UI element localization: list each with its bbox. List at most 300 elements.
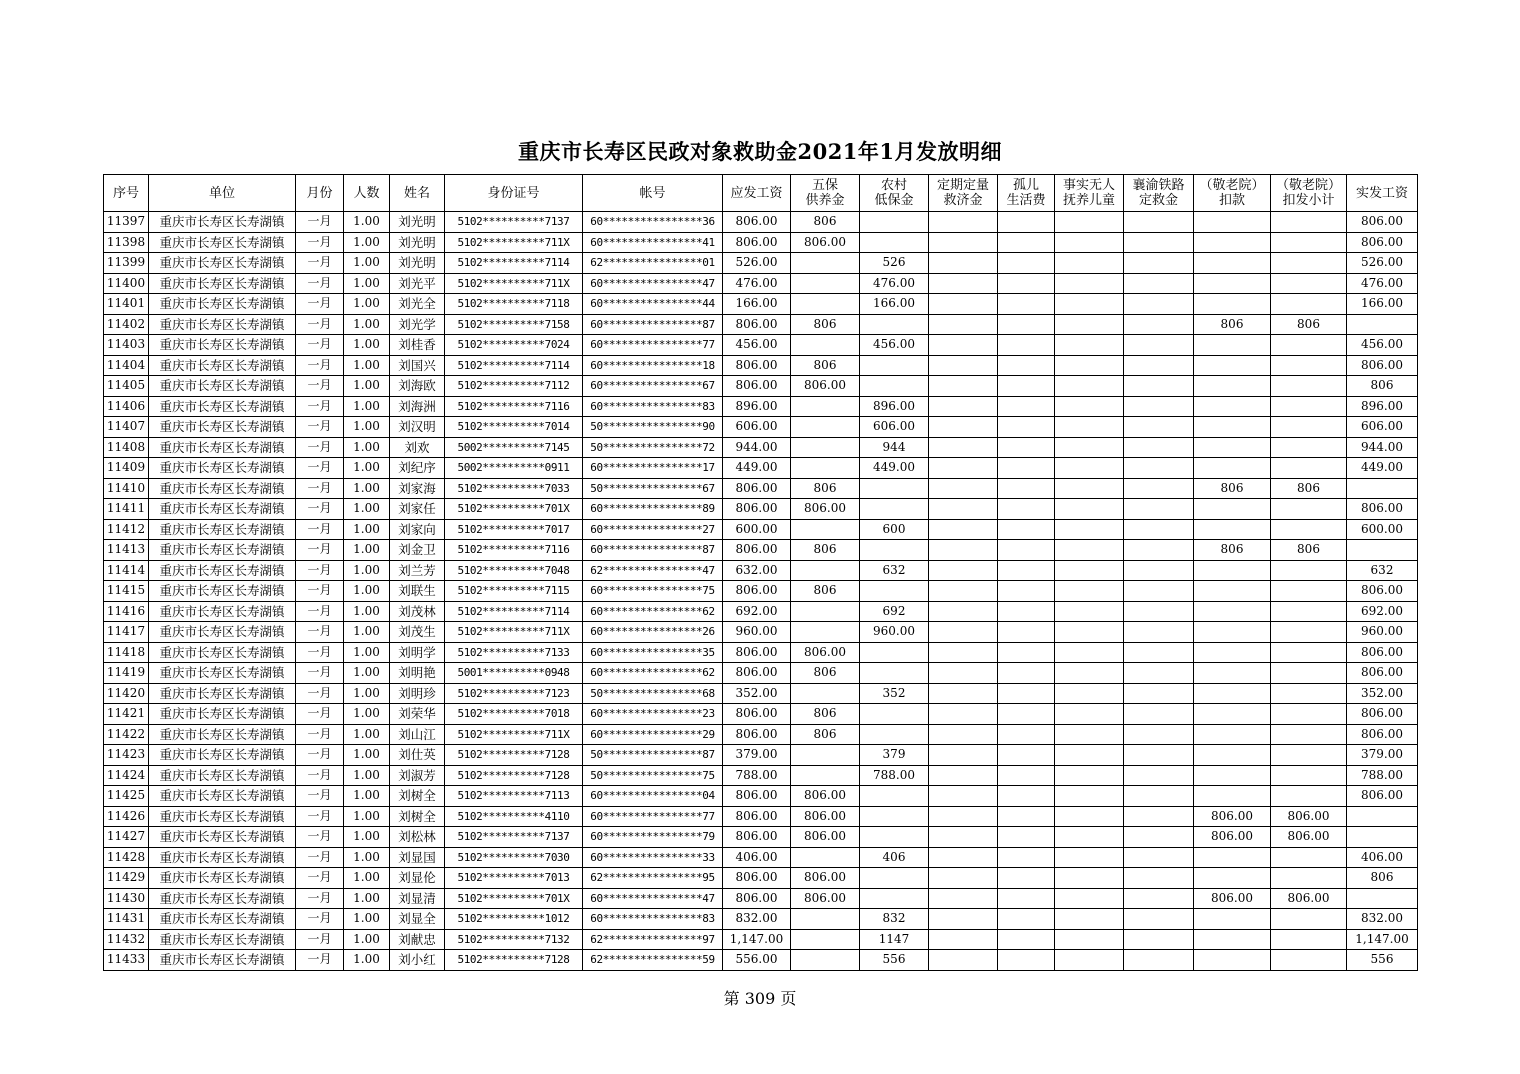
wubao-support-cell	[791, 396, 860, 417]
fixed-relief-cell	[929, 396, 998, 417]
header-wubao-support	[791, 175, 860, 212]
header-line: 序号	[112, 185, 139, 201]
unit-cell: 重庆市长寿区长寿湖镇	[149, 909, 296, 930]
unit-cell: 重庆市长寿区长寿湖镇	[149, 765, 296, 786]
payable-cell: 806.00	[723, 704, 791, 725]
count-cell: 1.00	[344, 335, 390, 356]
actual-pay-cell: 806	[1347, 868, 1418, 889]
count-cell: 1.00	[344, 294, 390, 315]
fixed-relief-cell	[929, 704, 998, 725]
rural-dibao-cell	[860, 314, 929, 335]
orphan-living-cell	[998, 499, 1055, 520]
account-cell: 60****************89	[583, 499, 723, 520]
name-cell: 刘显伦	[390, 868, 445, 889]
nursing-home-withheld-cell	[1271, 396, 1347, 417]
wubao-support-cell	[791, 622, 860, 643]
account-cell: 60****************62	[583, 601, 723, 622]
nursing-home-deduction-cell	[1194, 581, 1271, 602]
de-facto-orphan-cell	[1055, 478, 1124, 499]
de-facto-orphan-cell	[1055, 273, 1124, 294]
nursing-home-deduction-cell	[1194, 376, 1271, 397]
rural-dibao-cell: 788.00	[860, 765, 929, 786]
nursing-home-deduction-cell: 806	[1194, 478, 1271, 499]
payable-cell: 692.00	[723, 601, 791, 622]
unit-cell: 重庆市长寿区长寿湖镇	[149, 499, 296, 520]
count-cell: 1.00	[344, 929, 390, 950]
month-cell: 一月	[296, 847, 344, 868]
account-cell: 62****************59	[583, 950, 723, 971]
payable-cell: 1,147.00	[723, 929, 791, 950]
nursing-home-withheld-cell	[1271, 581, 1347, 602]
month-cell: 一月	[296, 232, 344, 253]
name-cell: 刘光平	[390, 273, 445, 294]
table-row	[104, 253, 1418, 274]
actual-pay-cell: 806.00	[1347, 642, 1418, 663]
de-facto-orphan-cell	[1055, 868, 1124, 889]
unit-cell: 重庆市长寿区长寿湖镇	[149, 724, 296, 745]
month-cell: 一月	[296, 437, 344, 458]
serial-cell: 11398	[104, 232, 149, 253]
fixed-relief-cell	[929, 355, 998, 376]
de-facto-orphan-cell	[1055, 540, 1124, 561]
rural-dibao-cell: 166.00	[860, 294, 929, 315]
account-cell: 60****************77	[583, 806, 723, 827]
fixed-relief-cell	[929, 622, 998, 643]
month-cell: 一月	[296, 335, 344, 356]
xiangyu-railway-cell	[1124, 827, 1194, 848]
actual-pay-cell: 896.00	[1347, 396, 1418, 417]
de-facto-orphan-cell	[1055, 560, 1124, 581]
xiangyu-railway-cell	[1124, 888, 1194, 909]
orphan-living-cell	[998, 929, 1055, 950]
count-cell: 1.00	[344, 437, 390, 458]
payable-cell: 960.00	[723, 622, 791, 643]
wubao-support-cell	[791, 847, 860, 868]
id-number-cell: 5102**********711X	[445, 232, 583, 253]
payable-cell: 806.00	[723, 540, 791, 561]
fixed-relief-cell	[929, 806, 998, 827]
xiangyu-railway-cell	[1124, 212, 1194, 233]
month-cell: 一月	[296, 519, 344, 540]
nursing-home-withheld-cell	[1271, 437, 1347, 458]
nursing-home-withheld-cell	[1271, 294, 1347, 315]
rural-dibao-cell	[860, 355, 929, 376]
orphan-living-cell	[998, 806, 1055, 827]
count-cell: 1.00	[344, 232, 390, 253]
unit-cell: 重庆市长寿区长寿湖镇	[149, 376, 296, 397]
month-cell: 一月	[296, 642, 344, 663]
serial-cell: 11401	[104, 294, 149, 315]
rural-dibao-cell	[860, 376, 929, 397]
serial-cell: 11408	[104, 437, 149, 458]
de-facto-orphan-cell	[1055, 622, 1124, 643]
payable-cell: 806.00	[723, 581, 791, 602]
month-cell: 一月	[296, 560, 344, 581]
nursing-home-deduction-cell	[1194, 396, 1271, 417]
de-facto-orphan-cell	[1055, 724, 1124, 745]
name-cell: 刘兰芳	[390, 560, 445, 581]
serial-cell: 11409	[104, 458, 149, 479]
nursing-home-deduction-cell	[1194, 909, 1271, 930]
name-cell: 刘家海	[390, 478, 445, 499]
fixed-relief-cell	[929, 683, 998, 704]
rural-dibao-cell	[860, 786, 929, 807]
wubao-support-cell: 806.00	[791, 888, 860, 909]
name-cell: 刘树全	[390, 806, 445, 827]
month-cell: 一月	[296, 745, 344, 766]
orphan-living-cell	[998, 704, 1055, 725]
nursing-home-deduction-cell: 806.00	[1194, 827, 1271, 848]
nursing-home-deduction-cell	[1194, 929, 1271, 950]
nursing-home-deduction-cell	[1194, 519, 1271, 540]
unit-cell: 重庆市长寿区长寿湖镇	[149, 294, 296, 315]
name-cell: 刘仕英	[390, 745, 445, 766]
fixed-relief-cell	[929, 909, 998, 930]
nursing-home-deduction-cell	[1194, 417, 1271, 438]
payable-cell: 806.00	[723, 888, 791, 909]
unit-cell: 重庆市长寿区长寿湖镇	[149, 540, 296, 561]
count-cell: 1.00	[344, 540, 390, 561]
month-cell: 一月	[296, 294, 344, 315]
orphan-living-cell	[998, 294, 1055, 315]
id-number-cell: 5102**********7114	[445, 253, 583, 274]
table-row	[104, 765, 1418, 786]
rural-dibao-cell: 406	[860, 847, 929, 868]
rural-dibao-cell: 632	[860, 560, 929, 581]
header-rural-dibao	[860, 175, 929, 212]
table-row	[104, 847, 1418, 868]
rural-dibao-cell: 960.00	[860, 622, 929, 643]
fixed-relief-cell	[929, 868, 998, 889]
id-number-cell: 5102**********711X	[445, 622, 583, 643]
nursing-home-withheld-cell	[1271, 417, 1347, 438]
serial-cell: 11427	[104, 827, 149, 848]
name-cell: 刘金卫	[390, 540, 445, 561]
payable-cell: 600.00	[723, 519, 791, 540]
account-cell: 50****************72	[583, 437, 723, 458]
id-number-cell: 5001**********0948	[445, 663, 583, 684]
account-cell: 50****************68	[583, 683, 723, 704]
de-facto-orphan-cell	[1055, 294, 1124, 315]
xiangyu-railway-cell	[1124, 519, 1194, 540]
account-cell: 60****************26	[583, 622, 723, 643]
header-line: 孤儿	[1012, 178, 1039, 193]
name-cell: 刘家向	[390, 519, 445, 540]
de-facto-orphan-cell	[1055, 458, 1124, 479]
name-cell: 刘海欧	[390, 376, 445, 397]
actual-pay-cell: 449.00	[1347, 458, 1418, 479]
de-facto-orphan-cell	[1055, 704, 1124, 725]
nursing-home-withheld-cell	[1271, 519, 1347, 540]
account-cell: 60****************75	[583, 581, 723, 602]
header-line: 姓名	[403, 185, 430, 201]
serial-cell: 11431	[104, 909, 149, 930]
month-cell: 一月	[296, 581, 344, 602]
wubao-support-cell: 806	[791, 355, 860, 376]
nursing-home-withheld-cell	[1271, 868, 1347, 889]
xiangyu-railway-cell	[1124, 581, 1194, 602]
fixed-relief-cell	[929, 745, 998, 766]
id-number-cell: 5102**********4110	[445, 806, 583, 827]
wubao-support-cell	[791, 335, 860, 356]
unit-cell: 重庆市长寿区长寿湖镇	[149, 253, 296, 274]
de-facto-orphan-cell	[1055, 642, 1124, 663]
header-line: 实发工资	[1355, 185, 1408, 201]
table-row	[104, 888, 1418, 909]
count-cell: 1.00	[344, 417, 390, 438]
fixed-relief-cell	[929, 786, 998, 807]
header-fixed-relief	[929, 175, 998, 212]
orphan-living-cell	[998, 458, 1055, 479]
month-cell: 一月	[296, 663, 344, 684]
count-cell: 1.00	[344, 253, 390, 274]
serial-cell: 11405	[104, 376, 149, 397]
payable-cell: 806.00	[723, 786, 791, 807]
account-cell: 60****************87	[583, 540, 723, 561]
unit-cell: 重庆市长寿区长寿湖镇	[149, 232, 296, 253]
nursing-home-withheld-cell	[1271, 950, 1347, 971]
orphan-living-cell	[998, 437, 1055, 458]
rural-dibao-cell	[860, 642, 929, 663]
table-row	[104, 786, 1418, 807]
month-cell: 一月	[296, 622, 344, 643]
header-line: 扣款	[1218, 193, 1245, 208]
serial-cell: 11421	[104, 704, 149, 725]
orphan-living-cell	[998, 232, 1055, 253]
xiangyu-railway-cell	[1124, 273, 1194, 294]
actual-pay-cell: 806	[1347, 376, 1418, 397]
xiangyu-railway-cell	[1124, 786, 1194, 807]
payable-cell: 476.00	[723, 273, 791, 294]
table-row	[104, 417, 1418, 438]
wubao-support-cell	[791, 294, 860, 315]
unit-cell: 重庆市长寿区长寿湖镇	[149, 806, 296, 827]
count-cell: 1.00	[344, 888, 390, 909]
nursing-home-deduction-cell	[1194, 232, 1271, 253]
xiangyu-railway-cell	[1124, 724, 1194, 745]
account-cell: 60****************77	[583, 335, 723, 356]
count-cell: 1.00	[344, 499, 390, 520]
fixed-relief-cell	[929, 212, 998, 233]
account-cell: 62****************01	[583, 253, 723, 274]
id-number-cell: 5102**********7128	[445, 745, 583, 766]
name-cell: 刘松林	[390, 827, 445, 848]
unit-cell: 重庆市长寿区长寿湖镇	[149, 683, 296, 704]
header-line: 应发工资	[730, 185, 783, 201]
header-orphan-living	[998, 175, 1055, 212]
fixed-relief-cell	[929, 519, 998, 540]
table-row	[104, 929, 1418, 950]
payable-cell: 806.00	[723, 355, 791, 376]
de-facto-orphan-cell	[1055, 929, 1124, 950]
actual-pay-cell	[1347, 888, 1418, 909]
table-row	[104, 232, 1418, 253]
xiangyu-railway-cell	[1124, 745, 1194, 766]
payable-cell: 806.00	[723, 499, 791, 520]
payable-cell: 806.00	[723, 478, 791, 499]
id-number-cell: 5102**********7048	[445, 560, 583, 581]
de-facto-orphan-cell	[1055, 765, 1124, 786]
nursing-home-withheld-cell	[1271, 273, 1347, 294]
header-actual-pay	[1347, 175, 1418, 212]
serial-cell: 11428	[104, 847, 149, 868]
orphan-living-cell	[998, 560, 1055, 581]
nursing-home-withheld-cell	[1271, 745, 1347, 766]
count-cell: 1.00	[344, 519, 390, 540]
month-cell: 一月	[296, 478, 344, 499]
header-payable	[723, 175, 791, 212]
orphan-living-cell	[998, 622, 1055, 643]
actual-pay-cell: 806.00	[1347, 704, 1418, 725]
serial-cell: 11423	[104, 745, 149, 766]
header-month	[296, 175, 344, 212]
payable-cell: 806.00	[723, 212, 791, 233]
rural-dibao-cell: 600	[860, 519, 929, 540]
unit-cell: 重庆市长寿区长寿湖镇	[149, 868, 296, 889]
nursing-home-withheld-cell	[1271, 499, 1347, 520]
id-number-cell: 5102**********7018	[445, 704, 583, 725]
count-cell: 1.00	[344, 786, 390, 807]
wubao-support-cell	[791, 683, 860, 704]
wubao-support-cell	[791, 519, 860, 540]
account-cell: 60****************83	[583, 396, 723, 417]
id-number-cell: 5102**********7115	[445, 581, 583, 602]
month-cell: 一月	[296, 683, 344, 704]
payable-cell: 806.00	[723, 868, 791, 889]
serial-cell: 11433	[104, 950, 149, 971]
id-number-cell: 5102**********7116	[445, 396, 583, 417]
table-row	[104, 683, 1418, 704]
header-name	[390, 175, 445, 212]
wubao-support-cell	[791, 560, 860, 581]
wubao-support-cell: 806	[791, 581, 860, 602]
wubao-support-cell: 806	[791, 540, 860, 561]
actual-pay-cell	[1347, 540, 1418, 561]
wubao-support-cell	[791, 273, 860, 294]
name-cell: 刘光全	[390, 294, 445, 315]
serial-cell: 11402	[104, 314, 149, 335]
wubao-support-cell: 806.00	[791, 786, 860, 807]
fixed-relief-cell	[929, 601, 998, 622]
actual-pay-cell: 806.00	[1347, 724, 1418, 745]
actual-pay-cell: 806.00	[1347, 499, 1418, 520]
table-row	[104, 212, 1418, 233]
table-row	[104, 909, 1418, 930]
account-cell: 60****************79	[583, 827, 723, 848]
count-cell: 1.00	[344, 478, 390, 499]
payable-cell: 166.00	[723, 294, 791, 315]
rural-dibao-cell	[860, 581, 929, 602]
payable-cell: 526.00	[723, 253, 791, 274]
orphan-living-cell	[998, 888, 1055, 909]
account-cell: 60****************62	[583, 663, 723, 684]
count-cell: 1.00	[344, 724, 390, 745]
actual-pay-cell: 806.00	[1347, 355, 1418, 376]
header-line: 事实无人	[1062, 178, 1115, 193]
wubao-support-cell	[791, 929, 860, 950]
fixed-relief-cell	[929, 765, 998, 786]
id-number-cell: 5102**********7123	[445, 683, 583, 704]
count-cell: 1.00	[344, 868, 390, 889]
serial-cell: 11400	[104, 273, 149, 294]
month-cell: 一月	[296, 212, 344, 233]
nursing-home-withheld-cell	[1271, 458, 1347, 479]
serial-cell: 11426	[104, 806, 149, 827]
table-row	[104, 273, 1418, 294]
account-cell: 60****************41	[583, 232, 723, 253]
count-cell: 1.00	[344, 683, 390, 704]
orphan-living-cell	[998, 253, 1055, 274]
header-line: 单位	[208, 185, 235, 201]
header-de-facto-orphan	[1055, 175, 1124, 212]
xiangyu-railway-cell	[1124, 929, 1194, 950]
xiangyu-railway-cell	[1124, 314, 1194, 335]
rural-dibao-cell	[860, 888, 929, 909]
nursing-home-withheld-cell	[1271, 765, 1347, 786]
fixed-relief-cell	[929, 458, 998, 479]
unit-cell: 重庆市长寿区长寿湖镇	[149, 560, 296, 581]
de-facto-orphan-cell	[1055, 888, 1124, 909]
payable-cell: 556.00	[723, 950, 791, 971]
payable-cell: 832.00	[723, 909, 791, 930]
nursing-home-deduction-cell	[1194, 273, 1271, 294]
month-cell: 一月	[296, 396, 344, 417]
de-facto-orphan-cell	[1055, 683, 1124, 704]
header-account	[583, 175, 723, 212]
xiangyu-railway-cell	[1124, 560, 1194, 581]
xiangyu-railway-cell	[1124, 355, 1194, 376]
actual-pay-cell: 806.00	[1347, 581, 1418, 602]
de-facto-orphan-cell	[1055, 847, 1124, 868]
name-cell: 刘光明	[390, 212, 445, 233]
month-cell: 一月	[296, 499, 344, 520]
id-number-cell: 5102**********7133	[445, 642, 583, 663]
name-cell: 刘淑芳	[390, 765, 445, 786]
wubao-support-cell: 806.00	[791, 376, 860, 397]
orphan-living-cell	[998, 745, 1055, 766]
month-cell: 一月	[296, 786, 344, 807]
month-cell: 一月	[296, 868, 344, 889]
month-cell: 一月	[296, 704, 344, 725]
header-line: 扣发小计	[1282, 193, 1335, 208]
de-facto-orphan-cell	[1055, 581, 1124, 602]
nursing-home-withheld-cell: 806	[1271, 478, 1347, 499]
unit-cell: 重庆市长寿区长寿湖镇	[149, 847, 296, 868]
orphan-living-cell	[998, 663, 1055, 684]
orphan-living-cell	[998, 376, 1055, 397]
account-cell: 60****************44	[583, 294, 723, 315]
unit-cell: 重庆市长寿区长寿湖镇	[149, 622, 296, 643]
de-facto-orphan-cell	[1055, 437, 1124, 458]
name-cell: 刘树全	[390, 786, 445, 807]
id-number-cell: 5102**********7030	[445, 847, 583, 868]
actual-pay-cell: 600.00	[1347, 519, 1418, 540]
month-cell: 一月	[296, 724, 344, 745]
id-number-cell: 5102**********7128	[445, 950, 583, 971]
month-cell: 一月	[296, 765, 344, 786]
serial-cell: 11432	[104, 929, 149, 950]
serial-cell: 11418	[104, 642, 149, 663]
rural-dibao-cell: 352	[860, 683, 929, 704]
name-cell: 刘海洲	[390, 396, 445, 417]
de-facto-orphan-cell	[1055, 786, 1124, 807]
unit-cell: 重庆市长寿区长寿湖镇	[149, 355, 296, 376]
xiangyu-railway-cell	[1124, 478, 1194, 499]
fixed-relief-cell	[929, 663, 998, 684]
orphan-living-cell	[998, 519, 1055, 540]
id-number-cell: 5102**********7116	[445, 540, 583, 561]
rural-dibao-cell	[860, 232, 929, 253]
